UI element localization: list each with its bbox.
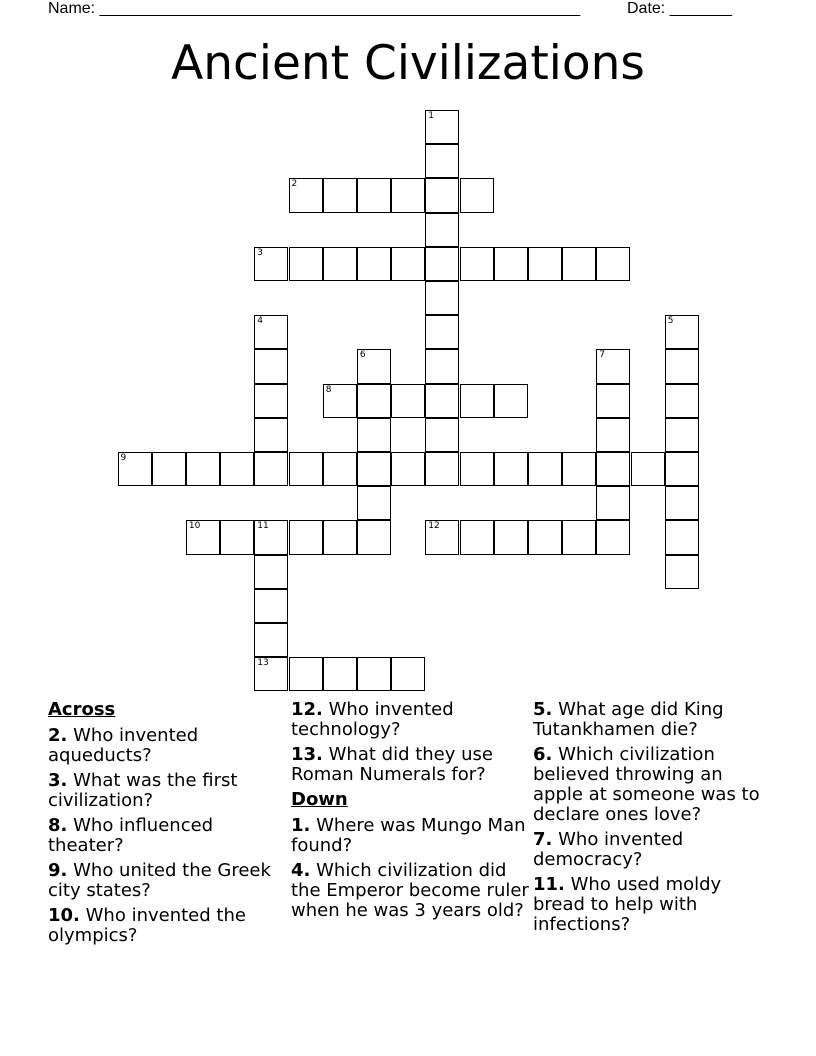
grid-cell[interactable] — [425, 281, 459, 315]
grid-cell[interactable] — [665, 349, 699, 383]
grid-cell[interactable] — [596, 247, 630, 281]
clue-down-11: 11. Who used moldy bread to help with infections? — [533, 874, 722, 935]
grid-cell[interactable] — [596, 418, 630, 452]
grid-cell[interactable] — [289, 452, 323, 486]
grid-cell[interactable] — [323, 657, 357, 691]
grid-cell[interactable] — [289, 657, 323, 691]
clue-number: 13 — [257, 658, 269, 669]
grid-cell[interactable] — [665, 520, 699, 554]
grid-cell[interactable] — [357, 247, 391, 281]
grid-cell[interactable] — [357, 657, 391, 691]
grid-cell[interactable] — [596, 520, 630, 554]
grid-cell[interactable] — [254, 589, 288, 623]
clue-across-8: 8. Who influenced theater? — [48, 815, 214, 856]
grid-cell[interactable] — [528, 520, 562, 554]
grid-cell[interactable] — [357, 486, 391, 520]
grid-cell[interactable] — [289, 247, 323, 281]
grid-cell[interactable] — [425, 247, 459, 281]
clue-down-6: 6. Which civilization believed throwing an apple at someone was to declare ones love? — [533, 744, 760, 825]
grid-cell[interactable] — [425, 384, 459, 418]
grid-cell[interactable] — [254, 418, 288, 452]
grid-cell[interactable] — [425, 178, 459, 212]
grid-cell[interactable] — [460, 520, 494, 554]
grid-cell[interactable] — [425, 452, 459, 486]
grid-cell[interactable] — [357, 349, 391, 383]
grid-cell[interactable] — [665, 384, 699, 418]
grid-cell[interactable] — [357, 384, 391, 418]
grid-cell[interactable] — [562, 452, 596, 486]
clue-number: 4 — [257, 316, 264, 327]
grid-cell[interactable] — [323, 178, 357, 212]
across-heading: Across — [48, 699, 116, 720]
grid-cell[interactable] — [562, 520, 596, 554]
grid-cell[interactable] — [494, 247, 528, 281]
clue-number: 1 — [428, 111, 435, 121]
clue-number: 10 — [188, 521, 201, 532]
grid-cell[interactable] — [323, 520, 357, 554]
grid-cell[interactable] — [357, 452, 391, 486]
grid-cell[interactable] — [254, 520, 288, 554]
grid-cell[interactable] — [665, 315, 699, 349]
down-heading: Down — [291, 789, 348, 810]
grid-cell[interactable] — [665, 486, 699, 520]
grid-cell[interactable] — [425, 315, 459, 349]
grid-cell[interactable] — [323, 452, 357, 486]
clue-number: 9 — [120, 453, 127, 463]
clues-column-1 — [48, 700, 288, 951]
grid-cell[interactable] — [118, 452, 152, 486]
grid-cell[interactable] — [254, 657, 288, 691]
page-title: Ancient Civilizations — [171, 36, 645, 91]
clue-number: 11 — [257, 521, 269, 532]
grid-cell[interactable] — [425, 349, 459, 383]
grid-cell[interactable] — [323, 384, 357, 418]
clue-down-4: 4. Which civilization did the Emperor become ruler when he was 3 years old? — [291, 860, 529, 921]
grid-cell[interactable] — [254, 315, 288, 349]
grid-cell[interactable] — [425, 213, 459, 247]
grid-cell[interactable] — [289, 178, 323, 212]
grid-cell[interactable] — [425, 110, 459, 144]
grid-cell[interactable] — [665, 418, 699, 452]
grid-cell[interactable] — [596, 452, 630, 486]
clue-number: 12 — [428, 521, 440, 532]
grid-cell[interactable] — [391, 657, 425, 691]
grid-cell[interactable] — [220, 452, 254, 486]
grid-cell[interactable] — [460, 247, 494, 281]
grid-cell[interactable] — [425, 418, 459, 452]
grid-cell[interactable] — [528, 247, 562, 281]
grid-cell[interactable] — [494, 384, 528, 418]
grid-cell[interactable] — [528, 452, 562, 486]
grid-cell[interactable] — [254, 247, 288, 281]
clue-across-2: 2. Who invented aqueducts? — [48, 725, 199, 766]
clue-across-13: 13. What did they use Roman Numerals for? — [291, 744, 493, 785]
grid-cell[interactable] — [425, 144, 459, 178]
clue-number: 3 — [257, 247, 264, 258]
grid-cell[interactable] — [460, 384, 494, 418]
grid-cell[interactable] — [357, 520, 391, 554]
grid-cell[interactable] — [631, 452, 665, 486]
clue-number: 5 — [667, 316, 674, 327]
clue-number: 8 — [325, 384, 332, 395]
grid-cell[interactable] — [254, 623, 288, 657]
grid-cell[interactable] — [460, 452, 494, 486]
grid-cell[interactable] — [562, 247, 596, 281]
grid-cell[interactable] — [391, 452, 425, 486]
grid-cell[interactable] — [391, 247, 425, 281]
clue-across-3: 3. What was the first civilization? — [48, 770, 238, 811]
clue-number: 6 — [359, 350, 366, 361]
grid-cell[interactable] — [152, 452, 186, 486]
clue-across-12: 12. Who invented technology? — [291, 699, 454, 740]
clue-number: 7 — [599, 350, 606, 361]
grid-cell[interactable] — [220, 520, 254, 554]
clues-column-2 — [291, 700, 531, 926]
grid-cell[interactable] — [254, 452, 288, 486]
clue-across-9: 9. Who united the Greek city states? — [48, 860, 271, 901]
grid-cell[interactable] — [596, 384, 630, 418]
grid-cell[interactable] — [391, 178, 425, 212]
clue-down-5: 5. What age did King Tutankhamen die? — [533, 699, 724, 740]
grid-cell[interactable] — [254, 349, 288, 383]
grid-cell[interactable] — [425, 520, 459, 554]
grid-cell[interactable] — [289, 520, 323, 554]
grid-cell[interactable] — [357, 178, 391, 212]
clue-number: 2 — [291, 179, 298, 190]
grid-cell[interactable] — [186, 452, 220, 486]
date-field[interactable]: Date: _______ — [627, 0, 732, 17]
grid-cell[interactable] — [494, 452, 528, 486]
name-field[interactable]: Name: ______________________________________________________ — [48, 0, 581, 17]
grid-cell[interactable] — [254, 384, 288, 418]
grid-cell[interactable] — [357, 418, 391, 452]
grid-cell[interactable] — [494, 520, 528, 554]
grid-cell[interactable] — [596, 486, 630, 520]
grid-cell[interactable] — [596, 349, 630, 383]
grid-cell[interactable] — [323, 247, 357, 281]
clue-across-10: 10. Who invented the olympics? — [48, 905, 246, 946]
grid-cell[interactable] — [391, 384, 425, 418]
clues-column-3 — [533, 700, 773, 940]
clue-down-7: 7. Who invented democracy? — [533, 829, 684, 870]
grid-cell[interactable] — [186, 520, 220, 554]
grid-cell[interactable] — [665, 555, 699, 589]
grid-cell[interactable] — [460, 178, 494, 212]
grid-cell[interactable] — [665, 452, 699, 486]
grid-cell[interactable] — [254, 555, 288, 589]
clue-down-1: 1. Where was Mungo Man found? — [291, 815, 526, 856]
